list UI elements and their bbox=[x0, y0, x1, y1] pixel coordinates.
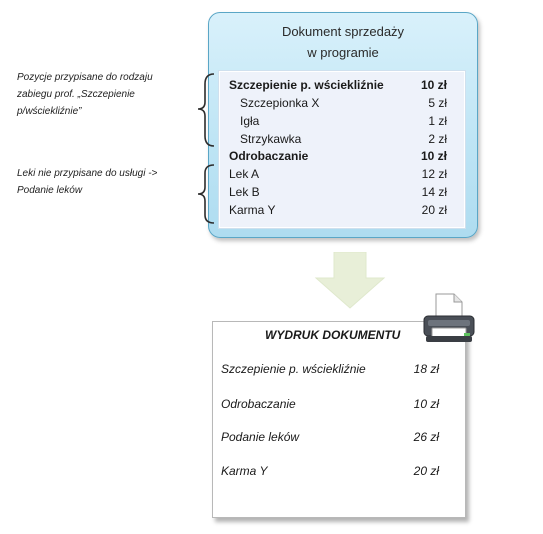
item-price: 10 zł bbox=[420, 149, 447, 163]
note-line: p/wściekliźnie” bbox=[17, 106, 82, 117]
printout-row bbox=[221, 429, 441, 446]
item-name: Lek B bbox=[229, 185, 260, 199]
printout-item-price: 10 zł bbox=[413, 397, 439, 411]
printout-item-price: 26 zł bbox=[413, 430, 439, 444]
item-name: Karma Y bbox=[229, 203, 276, 217]
document-item-row bbox=[220, 131, 464, 148]
document-item-row bbox=[220, 95, 464, 112]
item-price: 12 zł bbox=[421, 167, 447, 181]
printout-row bbox=[221, 396, 441, 413]
document-item-row bbox=[220, 202, 464, 219]
printout-item-name: Szczepienie p. wściekliźnie bbox=[221, 362, 366, 376]
bracket-unassigned-items bbox=[196, 163, 216, 225]
document-title-line-1: Dokument sprzedaży bbox=[281, 24, 405, 39]
item-price: 14 zł bbox=[421, 185, 447, 199]
note-line: zabiegu prof. „Szczepienie bbox=[17, 89, 135, 100]
printout-item-price: 20 zł bbox=[413, 464, 439, 478]
item-price: 1 zł bbox=[428, 114, 447, 128]
item-price: 5 zł bbox=[428, 96, 447, 110]
document-title bbox=[209, 21, 477, 63]
note-line: Pozycje przypisane do rodzaju bbox=[17, 72, 153, 83]
bracket-assigned-items bbox=[196, 72, 216, 148]
item-name: Lek A bbox=[229, 167, 260, 181]
document-item-row bbox=[220, 113, 464, 130]
printer-icon bbox=[420, 292, 478, 346]
note-assigned-items bbox=[17, 69, 153, 120]
item-price: 2 zł bbox=[428, 132, 447, 146]
printout-title: WYDRUK DOKUMENTU bbox=[265, 328, 401, 342]
printout-item-name: Odrobaczanie bbox=[221, 397, 296, 411]
item-name: Strzykawka bbox=[240, 132, 302, 146]
document-title-line-2: w programie bbox=[307, 45, 379, 60]
printout-row bbox=[221, 463, 441, 480]
printout-item-name: Karma Y bbox=[221, 464, 268, 478]
note-unassigned-items bbox=[17, 165, 157, 199]
item-name: Szczepionka X bbox=[240, 96, 320, 110]
note-line: Leki nie przypisane do usługi -> bbox=[17, 168, 158, 179]
printout-row bbox=[221, 361, 441, 378]
document-item-row bbox=[220, 77, 464, 94]
document-items-panel bbox=[219, 71, 465, 228]
document-item-row bbox=[220, 148, 464, 165]
note-line: Podanie leków bbox=[17, 185, 83, 196]
printout-box bbox=[212, 321, 466, 518]
printout-item-price: 18 zł bbox=[413, 362, 439, 376]
document-item-row bbox=[220, 184, 464, 201]
item-name: Odrobaczanie bbox=[229, 149, 309, 163]
printout-item-name: Podanie leków bbox=[221, 430, 300, 444]
item-name: Igła bbox=[240, 114, 260, 128]
document-item-row bbox=[220, 166, 464, 183]
down-arrow-icon bbox=[314, 252, 386, 310]
item-name: Szczepienie p. wściekliźnie bbox=[229, 78, 384, 92]
item-price: 10 zł bbox=[420, 78, 447, 92]
item-price: 20 zł bbox=[421, 203, 447, 217]
